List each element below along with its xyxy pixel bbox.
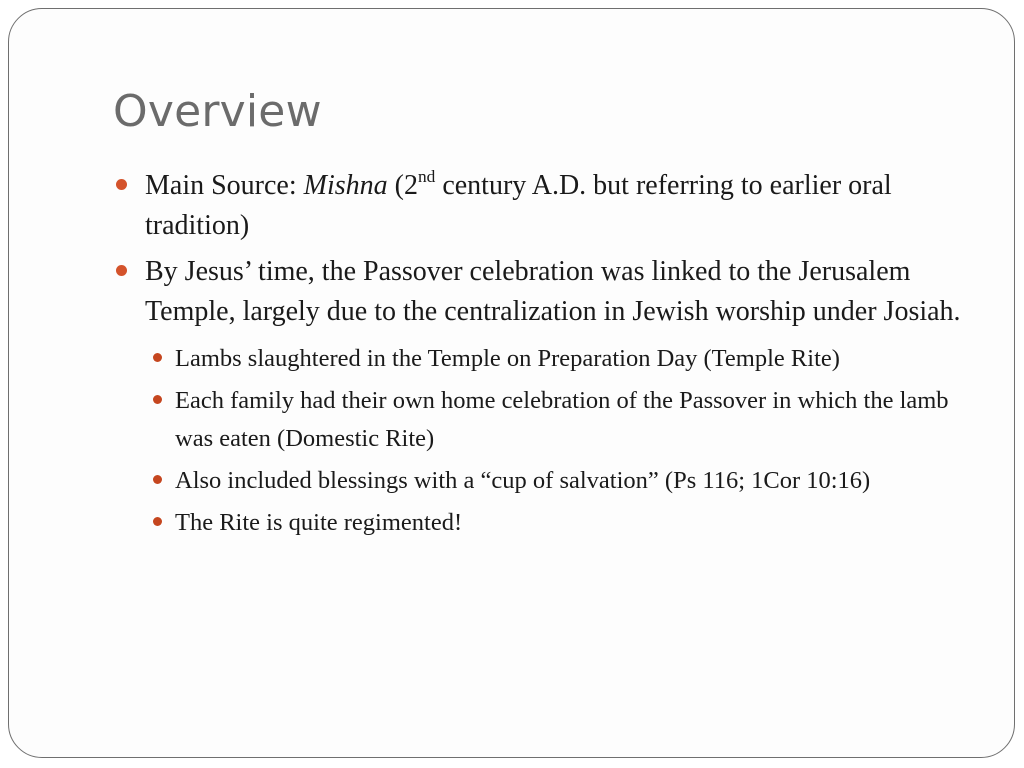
- bullet-dot-icon: [116, 179, 127, 190]
- bullet-jesus-time: [113, 252, 963, 332]
- sub-bullet-blessings: [113, 462, 963, 500]
- sub-bullet-family: [113, 382, 963, 458]
- slide-title: Overview: [113, 86, 322, 137]
- bullet-jesus-time-text: By Jesus’ time, the Passover celebration was linked to the Jerusalem Temple, largely due to the centralization in Jewish worship under Josiah.: [145, 256, 961, 327]
- sub-bullet-text: Lambs slaughtered in the Temple on Preparation Day (Temple Rite): [175, 345, 840, 372]
- sub-bullet-dot-icon: [153, 517, 162, 526]
- sub-bullet-dot-icon: [153, 353, 162, 362]
- bullet-main-source-italic: Mishna: [303, 170, 388, 201]
- bullet-main-source: [113, 166, 963, 246]
- bullet-main-source-mid: (2: [387, 170, 418, 201]
- sub-bullet-text: Each family had their own home celebration of the Passover in which the lamb was eaten (Domestic Rite): [175, 387, 949, 452]
- sub-bullet-dot-icon: [153, 395, 162, 404]
- bullet-main-source-prefix: Main Source:: [145, 170, 304, 201]
- sub-bullet-lambs: [113, 340, 963, 378]
- bullet-main-source-suffix: century A.D. but referring to earlier oral tradition): [145, 170, 892, 241]
- sub-bullet-text: Also included blessings with a “cup of salvation” (Ps 116; 1Cor 10:16): [175, 467, 871, 494]
- bullet-dot-icon: [116, 265, 127, 276]
- sub-bullet-regimented: [113, 504, 963, 542]
- bullet-main-source-sup: nd: [417, 166, 436, 186]
- slide-content: [113, 166, 963, 546]
- sub-bullet-dot-icon: [153, 475, 162, 484]
- sub-bullet-text: The Rite is quite regimented!: [175, 509, 463, 536]
